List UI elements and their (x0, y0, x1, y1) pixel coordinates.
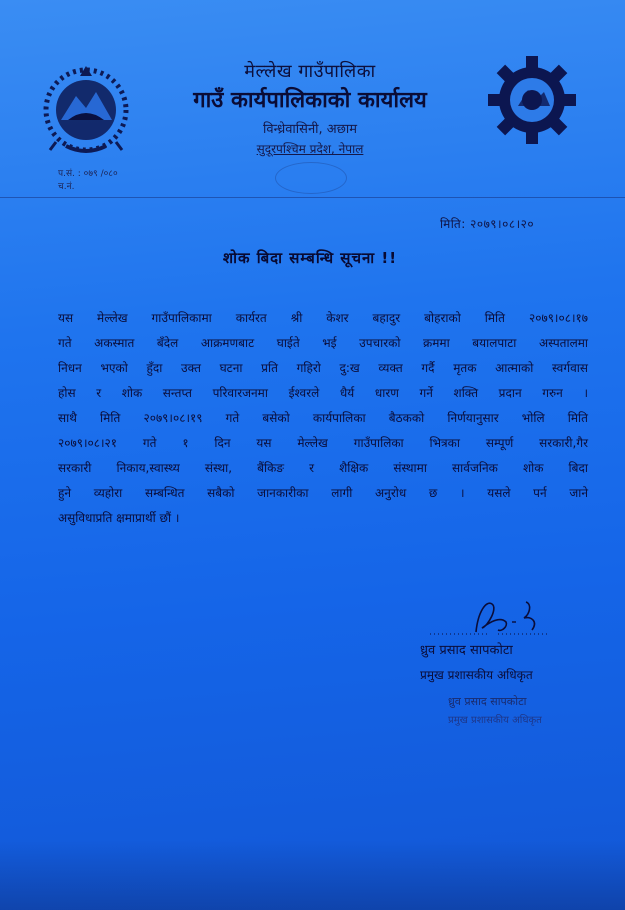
municipality-name: मेल्लेख गाउँपालिका (244, 61, 376, 82)
municipality-gear-logo-icon (487, 55, 577, 145)
office-address: विन्ध्रेवासिनी, अछाम (263, 122, 357, 137)
office-name: गाउँ कार्यपालिकाको कार्यालय (193, 88, 427, 113)
faint-stamp-mark (275, 162, 347, 194)
province-text: सुदूरपश्चिम प्रदेश, नेपाल (256, 142, 364, 156)
notice-body (58, 306, 588, 531)
body-line: गते अकस्मात बँदेल आक्रमणबाट घाईते भई उपचारको क्रममा बयालपाटा अस्पतालमा (58, 336, 588, 350)
signatory-name: ध्रुव प्रसाद सापकोटा (420, 643, 513, 658)
letter-number: प.सं. : ०७९ /०८० (58, 169, 118, 179)
body-line: असुविधाप्रति क्षमाप्रार्थी छौं । (58, 511, 180, 525)
letterhead (150, 60, 470, 158)
bottom-shadow (0, 840, 625, 910)
dispatch-number: च.नं. (58, 182, 75, 192)
nepal-emblem-icon (36, 58, 136, 158)
handwritten-signature (428, 592, 558, 642)
body-line: साथै मिति २०७९।०८।१९ गते बसेको कार्यपालिका बैठकको निर्णयानुसार भोलि मिति (58, 411, 588, 425)
body-line: सरकारी निकाय,स्वास्थ्य संस्था, बैंकिङ र शैक्षिक संस्थामा सार्वजनिक शोक बिदा (58, 461, 588, 475)
header-divider (0, 197, 625, 198)
signatory-title: प्रमुख प्रशासकीय अधिकृत (420, 668, 533, 682)
stamp-name: ध्रुव प्रसाद सापकोटा (448, 695, 527, 708)
stamp-title: प्रमुख प्रशासकीय अधिकृत (448, 715, 542, 726)
reference-block (58, 168, 118, 194)
body-line: होस र शोक सन्तप्त परिवारजनमा ईश्वरले धैर्य धारण गर्ने शक्ति प्रदान गरुन । (58, 386, 588, 400)
notice-date: मिति: २०७९।०८।२० (440, 217, 535, 231)
office-province (150, 140, 470, 158)
body-line: २०७९।०८।२१ गते १ दिन यस मेल्लेख गाउँपालिका भित्रका सम्पूर्ण सरकारी,गैर (58, 436, 588, 450)
notice-title: शोक बिदा सम्बन्धि सूचना !! (222, 249, 398, 267)
body-line: यस मेल्लेख गाउँपालिकामा कार्यरत श्री केशर बहादुर बोहराको मिति २०७९।०८।१७ (58, 311, 588, 325)
body-line: हुने व्यहोरा सम्बन्धित सबैको जानकारीका लागी अनुरोध छ । यसले पर्न जाने (58, 486, 588, 500)
body-line: निधन भएको हुँदा उक्त घटना प्रति गहिरो दु:ख व्यक्त गर्दै मृतक आत्माको स्वर्गवास (58, 361, 588, 375)
